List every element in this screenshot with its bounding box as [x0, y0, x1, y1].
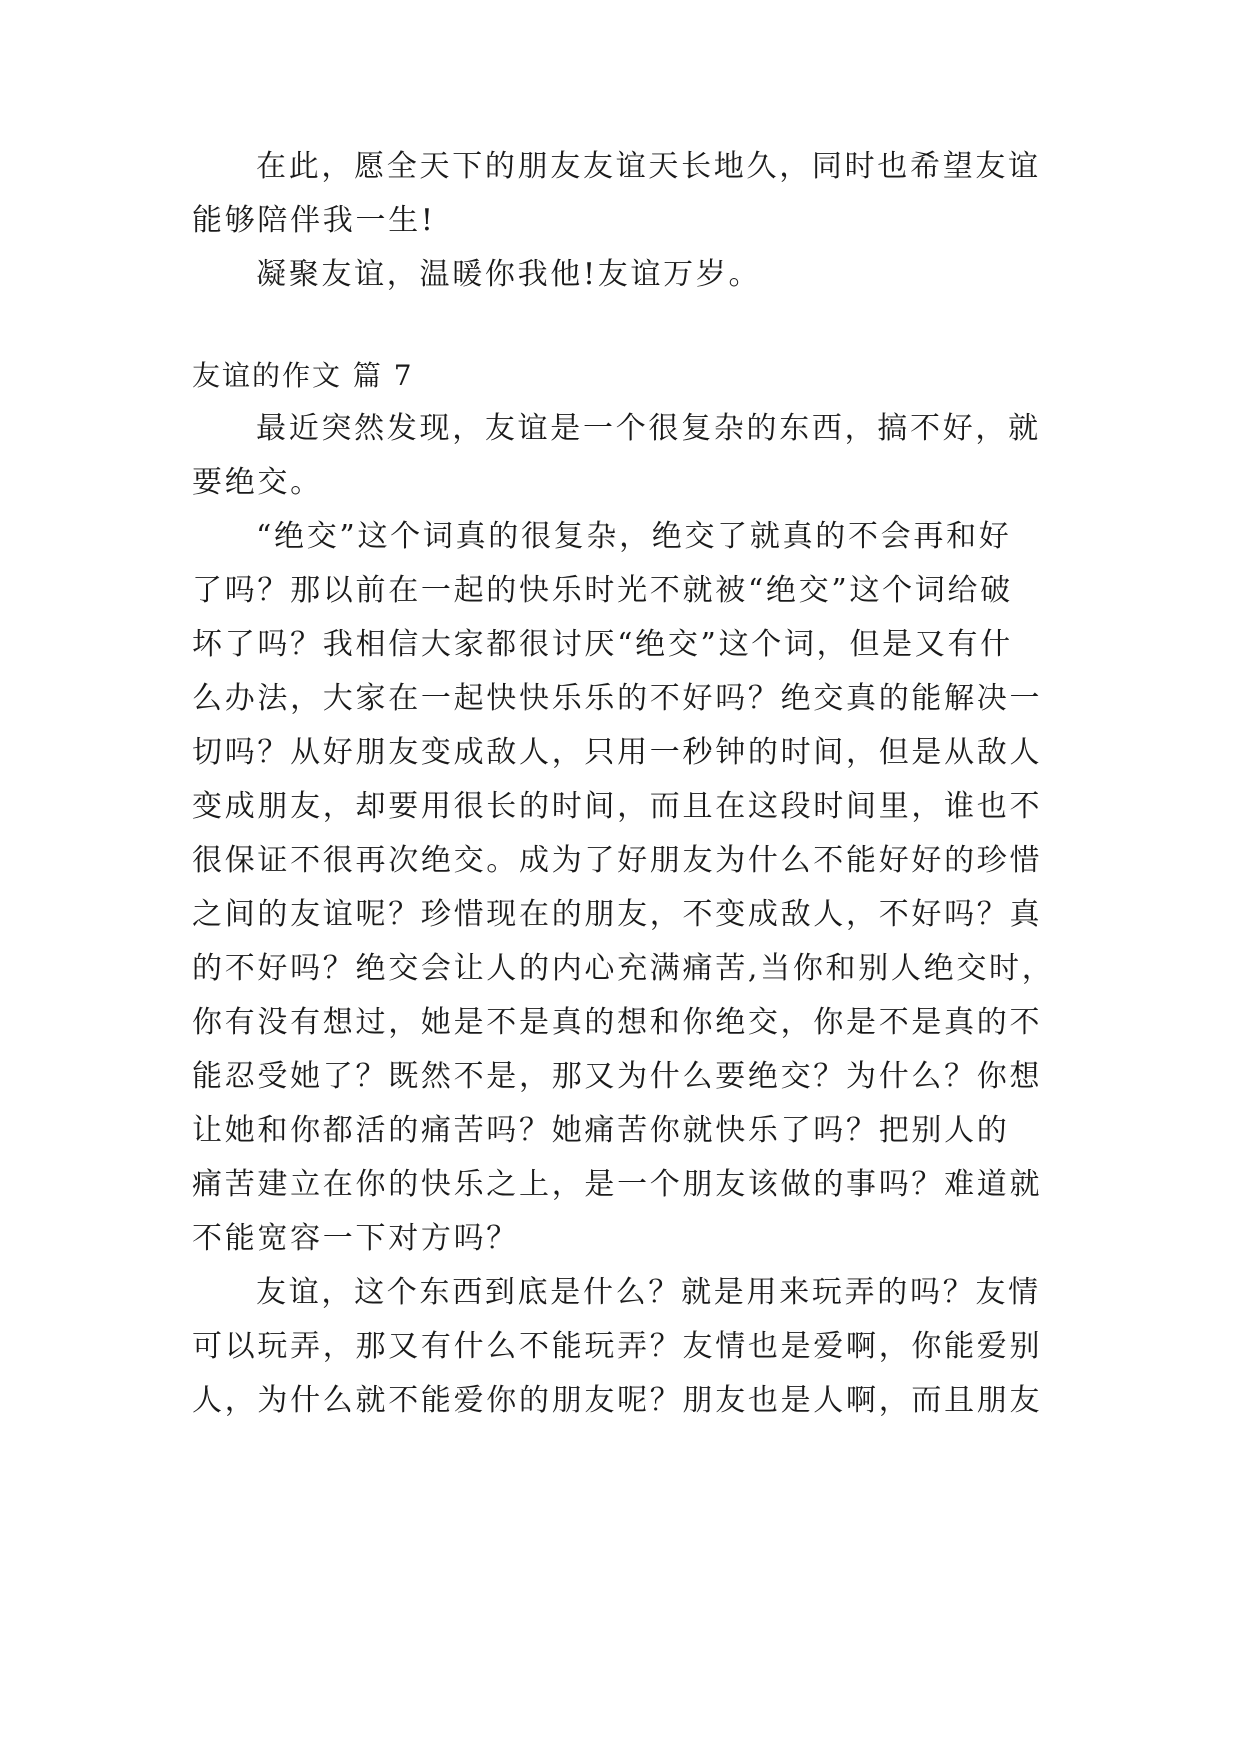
paragraph-line: 坏了吗？我相信大家都很讨厌“绝交”这个词，但是又有什	[192, 627, 1013, 662]
paragraph-line: 可以玩弄，那又有什么不能玩弄？友情也是爱啊，你能爱别	[192, 1329, 1043, 1364]
paragraph-line: 让她和你都活的痛苦吗？她痛苦你就快乐了吗？把别人的	[192, 1113, 1010, 1148]
paragraph-line: 你有没有想过，她是不是真的想和你绝交，你是不是真的不	[192, 1005, 1043, 1040]
paragraph-line: 不能宽容一下对方吗？	[192, 1221, 519, 1256]
paragraph-line: 么办法，大家在一起快快乐乐的不好吗？绝交真的能解决一	[192, 681, 1043, 716]
paragraph-line: 能忍受她了？既然不是，那又为什么要绝交？为什么？你想	[192, 1059, 1043, 1094]
paragraph-line: 之间的友谊呢？珍惜现在的朋友，不变成敌人，不好吗？真	[192, 897, 1043, 932]
paragraph-line: 最近突然发现，友谊是一个很复杂的东西，搞不好，就	[256, 411, 1041, 446]
paragraph-line: 凝聚友谊，温暖你我他!友谊万岁。	[256, 257, 762, 292]
paragraph-line: 人，为什么就不能爱你的朋友呢？朋友也是人啊，而且朋友	[192, 1383, 1043, 1418]
paragraph-line: 变成朋友，却要用很长的时间，而且在这段时间里，谁也不	[192, 789, 1043, 824]
paragraph-line: 要绝交。	[192, 465, 323, 500]
paragraph-line: 很保证不很再次绝交。成为了好朋友为什么不能好好的珍惜	[192, 843, 1043, 878]
paragraph-line: “绝交”这个词真的很复杂，绝交了就真的不会再和好	[256, 519, 1012, 554]
paragraph-line: 友谊，这个东西到底是什么？就是用来玩弄的吗？友情	[256, 1275, 1041, 1310]
paragraph-line: 了吗？那以前在一起的快乐时光不就被“绝交”这个词给破	[192, 573, 1013, 608]
paragraph-line: 痛苦建立在你的快乐之上，是一个朋友该做的事吗？难道就	[192, 1167, 1043, 1202]
paragraph-line: 在此，愿全天下的朋友友谊天长地久，同时也希望友谊	[256, 149, 1041, 184]
paragraph-line: 的不好吗？绝交会让人的内心充满痛苦,当你和别人绝交时，	[192, 951, 1055, 986]
paragraph-line: 切吗？从好朋友变成敌人，只用一秒钟的时间，但是从敌人	[192, 735, 1043, 770]
section-title: 友谊的作文 篇 7	[192, 359, 414, 392]
paragraph-line: 能够陪伴我一生!	[192, 203, 436, 238]
